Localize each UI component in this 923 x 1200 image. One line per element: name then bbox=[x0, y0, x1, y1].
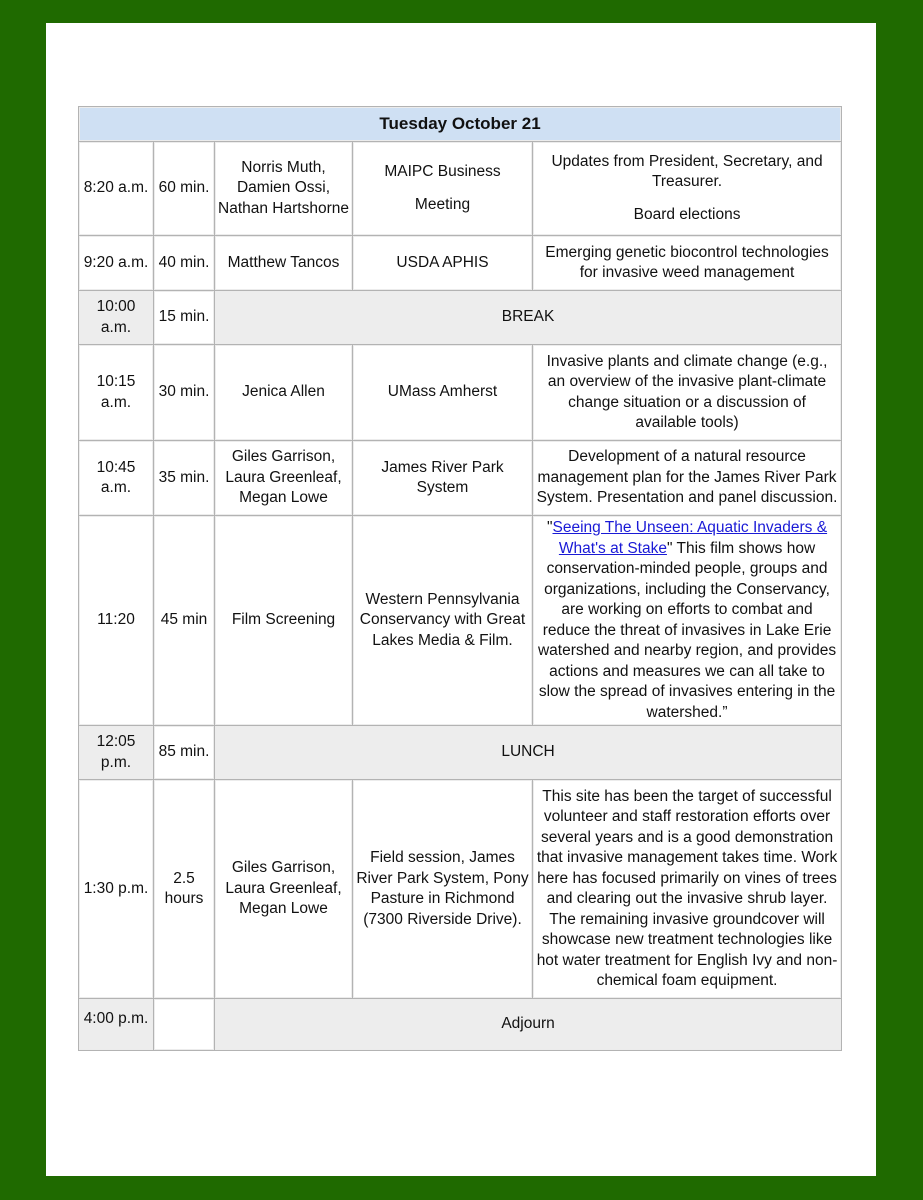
speaker-cell: Giles Garrison, Laura Greenleaf, Megan Lowe bbox=[215, 780, 353, 999]
time-cell: 12:05 p.m. bbox=[79, 726, 154, 780]
description-extra-text: Board elections bbox=[633, 205, 741, 223]
speaker-cell: Jenica Allen bbox=[215, 345, 353, 441]
break-cell: BREAK bbox=[215, 291, 842, 345]
organization-line-2: Meeting bbox=[414, 195, 471, 213]
quote-mark: " bbox=[546, 519, 553, 536]
description-cell bbox=[533, 516, 842, 726]
description-cell: Invasive plants and climate change (e.g., an overview of the invasive plant-climate change situation or a discussion of available tools) bbox=[533, 345, 842, 441]
table-row bbox=[79, 345, 842, 441]
organization-cell: UMass Amherst bbox=[353, 345, 533, 441]
duration-cell: 35 min. bbox=[154, 441, 215, 516]
day-title: Tuesday October 21 bbox=[79, 107, 842, 142]
table-row bbox=[79, 999, 842, 1051]
speaker-cell: Film Screening bbox=[215, 516, 353, 726]
duration-cell: 85 min. bbox=[154, 726, 215, 780]
duration-cell: 45 min bbox=[154, 516, 215, 726]
duration-cell: 2.5 hours bbox=[154, 780, 215, 999]
organization-cell: Field session, James River Park System, Pony Pasture in Richmond (7300 Riverside Drive). bbox=[353, 780, 533, 999]
time-cell: 11:20 bbox=[79, 516, 154, 726]
film-link[interactable]: Seeing The Unseen: Aquatic Invaders & What's at Stake bbox=[552, 519, 828, 557]
time-cell: 4:00 p.m. bbox=[79, 999, 154, 1051]
time-cell: 10:00 a.m. bbox=[79, 291, 154, 345]
organization-cell: USDA APHIS bbox=[353, 236, 533, 291]
time-cell: 10:15 a.m. bbox=[79, 345, 154, 441]
speaker-cell: Norris Muth, Damien Ossi, Nathan Hartshorne bbox=[215, 142, 353, 236]
adjourn-cell: Adjourn bbox=[215, 999, 842, 1051]
duration-cell: 40 min. bbox=[154, 236, 215, 291]
table-row bbox=[79, 142, 842, 236]
description-cell: This site has been the target of successful volunteer and staff restoration efforts over several years and is a good demonstration that invasive management takes time. Work here has focused primarily on vines of trees and clearing out the invasive shrub layer. The remaining invasive groundcover will showcase new treatment technologies like hot water treatment for English Ivy and non-chemical foam equipment. bbox=[533, 780, 842, 999]
description-text: " This film shows how conservation-minded people, groups and organizations, including the Conservancy, are working on efforts to combat and reduce the threat of invasives in Lake Erie watershed and nearby region, and provides actions and measures we can all take to slow the spread of invasives entering in the watershed.” bbox=[537, 539, 837, 721]
organization-cell: Western Pennsylvania Conservancy with Great Lakes Media & Film. bbox=[353, 516, 533, 726]
table-row bbox=[79, 291, 842, 345]
table-row bbox=[79, 780, 842, 999]
description-cell: Emerging genetic biocontrol technologies for invasive weed management bbox=[533, 236, 842, 291]
organization-cell bbox=[353, 142, 533, 236]
description-cell bbox=[533, 142, 842, 236]
time-cell: 9:20 a.m. bbox=[79, 236, 154, 291]
organization-line-1: MAIPC Business bbox=[384, 163, 501, 180]
document-page bbox=[46, 23, 876, 1176]
schedule-table bbox=[78, 106, 842, 1051]
time-cell: 8:20 a.m. bbox=[79, 142, 154, 236]
description-cell: Development of a natural resource management plan for the James River Park System. Presentation and panel discussion. bbox=[533, 441, 842, 516]
organization-cell: James River Park System bbox=[353, 441, 533, 516]
table-row bbox=[79, 726, 842, 780]
description-text: Updates from President, Secretary, and Treasurer. bbox=[551, 152, 823, 191]
speaker-cell: Giles Garrison, Laura Greenleaf, Megan Lowe bbox=[215, 441, 353, 516]
time-cell: 1:30 p.m. bbox=[79, 780, 154, 999]
table-header-row bbox=[79, 107, 842, 142]
lunch-cell: LUNCH bbox=[215, 726, 842, 780]
duration-cell: 30 min. bbox=[154, 345, 215, 441]
duration-cell: 15 min. bbox=[154, 291, 215, 345]
duration-cell bbox=[154, 999, 215, 1051]
time-cell: 10:45 a.m. bbox=[79, 441, 154, 516]
table-row bbox=[79, 441, 842, 516]
speaker-cell: Matthew Tancos bbox=[215, 236, 353, 291]
duration-cell: 60 min. bbox=[154, 142, 215, 236]
table-row bbox=[79, 236, 842, 291]
table-row bbox=[79, 516, 842, 726]
